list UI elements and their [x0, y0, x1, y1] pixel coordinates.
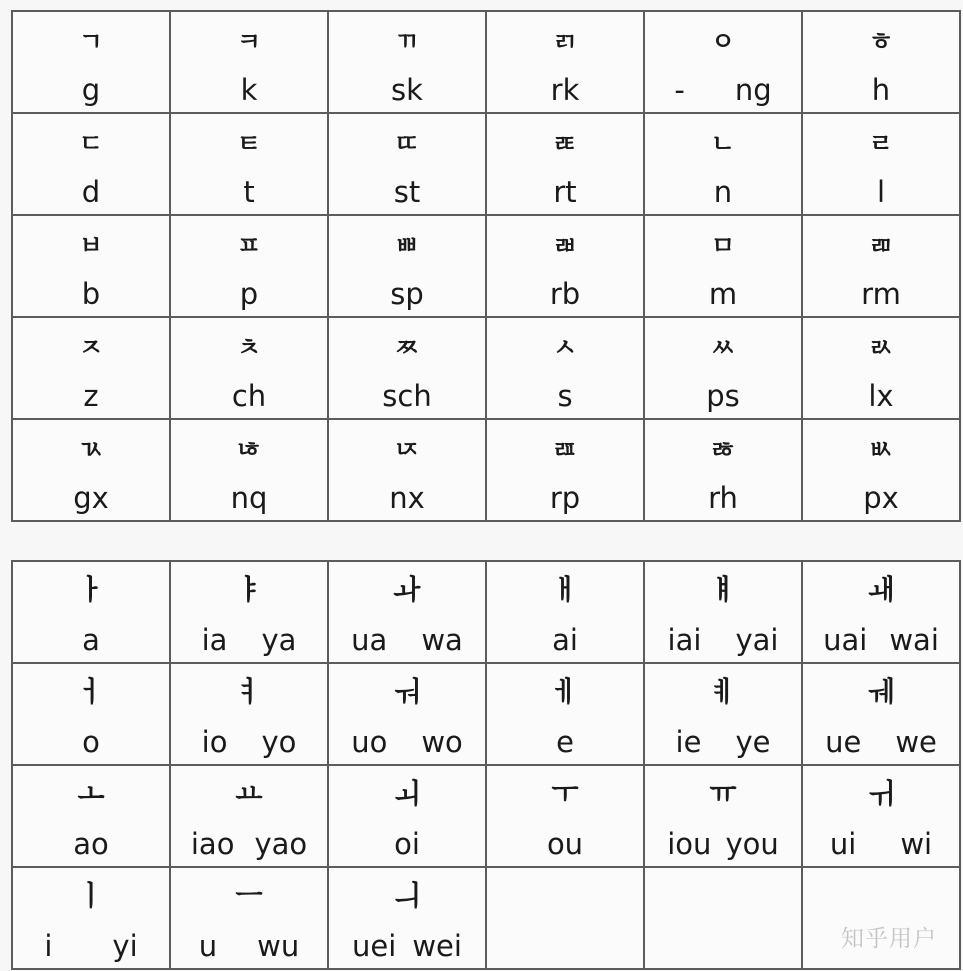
- romanization: [329, 826, 485, 862]
- romanization-primary: gx: [73, 481, 109, 515]
- romanization-primary: uai: [823, 623, 868, 657]
- hangul-letter: ㅏ: [77, 573, 105, 606]
- romanization: [645, 480, 801, 516]
- consonant-cell: [802, 215, 960, 317]
- romanization: [487, 72, 643, 108]
- romanization-primary: -: [674, 73, 685, 107]
- vowel-cell: [170, 663, 328, 765]
- consonant-cell: [644, 215, 802, 317]
- hangul-letter: ㄿ: [552, 435, 578, 464]
- hangul-letter: ㅕ: [235, 675, 263, 708]
- romanization-alternate: wi: [900, 827, 933, 861]
- hangul-letter: ㄲ: [394, 27, 420, 56]
- romanization: [803, 72, 959, 108]
- romanization-primary: ia: [201, 623, 228, 657]
- romanization-alternate: ng: [734, 73, 772, 107]
- table-row: [12, 765, 960, 867]
- romanization: [329, 378, 485, 414]
- romanization: [13, 378, 169, 414]
- hangul-letter: ㅆ: [710, 333, 736, 362]
- consonant-cell: [644, 419, 802, 521]
- romanization: [487, 378, 643, 414]
- consonant-cell: [802, 317, 960, 419]
- vowel-cell: [328, 663, 486, 765]
- hangul-letter: ㅉ: [394, 333, 420, 362]
- romanization-primary: ou: [546, 827, 584, 861]
- romanization-primary: ch: [231, 379, 267, 413]
- vowel-cell: [486, 561, 644, 663]
- romanization: [645, 276, 801, 312]
- hangul-letter: ㄶ: [236, 435, 262, 464]
- romanization: [803, 622, 959, 658]
- romanization: [329, 928, 485, 964]
- hangul-letter: ㄷ: [78, 129, 104, 158]
- romanization-primary: z: [83, 379, 99, 413]
- hangul-letter: ㅔ: [551, 675, 579, 708]
- hangul-letter: ㅊ: [236, 333, 262, 362]
- consonant-cell: [12, 317, 170, 419]
- romanization-primary: rp: [549, 481, 581, 515]
- vowel-cell: [170, 561, 328, 663]
- hangul-letter: ㄾ: [552, 129, 578, 158]
- romanization-alternate: yo: [261, 725, 297, 759]
- romanization: [13, 928, 169, 964]
- table-row: [12, 113, 960, 215]
- romanization-primary: i: [44, 929, 53, 963]
- romanization-primary: e: [556, 725, 574, 759]
- consonant-cell: [486, 317, 644, 419]
- romanization-primary: k: [240, 73, 258, 107]
- romanization: [487, 174, 643, 210]
- vowel-cell: [12, 663, 170, 765]
- hangul-letter: ㅚ: [393, 777, 421, 810]
- watermark: 知乎用户: [841, 926, 937, 952]
- romanization-alternate: ya: [261, 623, 297, 657]
- hangul-letter: ㅃ: [394, 231, 420, 260]
- romanization: [645, 826, 801, 862]
- romanization-primary: t: [243, 175, 255, 209]
- romanization-primary: sp: [390, 277, 424, 311]
- hangul-letter: ㅄ: [868, 435, 894, 464]
- romanization-primary: g: [81, 73, 101, 107]
- vowel-cell: [802, 765, 960, 867]
- romanization: [171, 928, 327, 964]
- romanization-alternate: wu: [257, 929, 300, 963]
- hangul-letter: ㄳ: [78, 435, 104, 464]
- romanization-primary: a: [82, 623, 100, 657]
- hangul-letter: ㅍ: [236, 231, 262, 260]
- romanization: [803, 276, 959, 312]
- romanization-primary: rt: [553, 175, 577, 209]
- consonant-cell: [12, 419, 170, 521]
- romanization: [13, 826, 169, 862]
- hangul-letter: ㅞ: [867, 675, 895, 708]
- consonant-cell: [486, 215, 644, 317]
- romanization: [171, 480, 327, 516]
- hangul-letter: ㅌ: [236, 129, 262, 158]
- hangul-letter: ㅂ: [78, 231, 104, 260]
- romanization: [803, 174, 959, 210]
- consonant-cell: [170, 215, 328, 317]
- romanization-primary: o: [82, 725, 100, 759]
- romanization: [171, 174, 327, 210]
- table-row: [12, 11, 960, 113]
- table-row: [12, 663, 960, 765]
- romanization-primary: ao: [73, 827, 109, 861]
- romanization: [13, 276, 169, 312]
- romanization-primary: lx: [868, 379, 894, 413]
- hangul-letter: ㅝ: [393, 675, 421, 708]
- hangul-letter: ㅐ: [551, 573, 579, 606]
- vowel-cell: [170, 765, 328, 867]
- romanization-primary: st: [393, 175, 421, 209]
- hangul-letter: ㄺ: [552, 27, 578, 56]
- romanization-primary: ue: [825, 725, 862, 759]
- hangul-letter: ㅙ: [867, 573, 895, 606]
- romanization-primary: ps: [706, 379, 740, 413]
- romanization: [171, 826, 327, 862]
- romanization-primary: uei: [352, 929, 397, 963]
- consonant-cell: [486, 419, 644, 521]
- hangul-letter: ㅒ: [709, 573, 737, 606]
- romanization-primary: p: [239, 277, 259, 311]
- romanization: [329, 174, 485, 210]
- hangul-letter: ㄵ: [394, 435, 420, 464]
- consonant-cell: [802, 113, 960, 215]
- romanization-alternate: wa: [421, 623, 463, 657]
- romanization: [645, 622, 801, 658]
- table-row: [12, 317, 960, 419]
- romanization-alternate: wei: [412, 929, 462, 963]
- romanization: [645, 174, 801, 210]
- romanization: [645, 378, 801, 414]
- romanization-primary: h: [871, 73, 891, 107]
- romanization: [329, 724, 485, 760]
- romanization: [487, 826, 643, 862]
- romanization: [171, 622, 327, 658]
- romanization: [171, 378, 327, 414]
- vowel-cell: [644, 561, 802, 663]
- table-row: [12, 419, 960, 521]
- romanization: [487, 724, 643, 760]
- hangul-letter: ㅘ: [393, 573, 421, 606]
- romanization: [329, 72, 485, 108]
- romanization-primary: px: [863, 481, 899, 515]
- romanization: [803, 724, 959, 760]
- romanization-primary: rm: [861, 277, 901, 311]
- hangul-letter: ㄻ: [868, 231, 894, 260]
- romanization-primary: u: [198, 929, 218, 963]
- hangul-letter: ㅡ: [235, 879, 263, 912]
- vowel-cell-empty: [802, 867, 960, 969]
- vowel-cell: [12, 867, 170, 969]
- romanization-alternate: wo: [421, 725, 463, 759]
- consonant-cell: [328, 419, 486, 521]
- romanization-primary: ie: [675, 725, 702, 759]
- romanization-alternate: yai: [735, 623, 779, 657]
- hangul-letter: ㅖ: [709, 675, 737, 708]
- vowel-cell: [12, 765, 170, 867]
- romanization-alternate: ye: [735, 725, 771, 759]
- hangul-letter: ㅗ: [77, 777, 105, 810]
- vowel-cell: [486, 765, 644, 867]
- hangul-letter: ㄴ: [710, 129, 736, 158]
- romanization: [803, 480, 959, 516]
- consonant-cell: [12, 11, 170, 113]
- consonant-cell: [486, 113, 644, 215]
- vowel-cell: [328, 765, 486, 867]
- vowel-cell: [486, 663, 644, 765]
- romanization-primary: iao: [190, 827, 235, 861]
- hangul-letter: ㅅ: [552, 333, 578, 362]
- hangul-letter: ㄽ: [868, 333, 894, 362]
- romanization: [329, 276, 485, 312]
- romanization-primary: m: [708, 277, 738, 311]
- consonant-cell: [644, 113, 802, 215]
- hangul-letter: ㅛ: [235, 777, 263, 810]
- consonant-cell: [170, 11, 328, 113]
- romanization-alternate: yi: [112, 929, 138, 963]
- consonant-cell: [170, 419, 328, 521]
- romanization: [13, 724, 169, 760]
- table-row: [12, 561, 960, 663]
- romanization: [645, 72, 801, 108]
- romanization: [171, 724, 327, 760]
- romanization-primary: io: [201, 725, 228, 759]
- hangul-letter: ㅣ: [77, 879, 105, 912]
- hangul-letter: ㅋ: [236, 27, 262, 56]
- hangul-letter: ㄼ: [552, 231, 578, 260]
- consonant-cell: [328, 317, 486, 419]
- vowel-cell: [12, 561, 170, 663]
- romanization-primary: sk: [391, 73, 423, 107]
- consonant-cell: [644, 11, 802, 113]
- romanization-primary: n: [713, 175, 733, 209]
- romanization-primary: d: [81, 175, 101, 209]
- romanization-primary: ai: [552, 623, 578, 657]
- romanization-primary: rk: [550, 73, 580, 107]
- romanization-primary: sch: [382, 379, 432, 413]
- romanization-primary: iou: [667, 827, 712, 861]
- romanization-primary: iai: [667, 623, 702, 657]
- romanization-primary: rh: [708, 481, 738, 515]
- romanization: [487, 622, 643, 658]
- table-row: [12, 215, 960, 317]
- romanization-primary: ua: [351, 623, 388, 657]
- hangul-letter: ㅇ: [710, 27, 736, 56]
- vowel-cell-empty: [644, 867, 802, 969]
- romanization: [803, 826, 959, 862]
- romanization: [329, 622, 485, 658]
- hangul-letter: ㄹ: [868, 129, 894, 158]
- hangul-letter: ㅟ: [867, 777, 895, 810]
- hangul-letter: ㅈ: [78, 333, 104, 362]
- hangul-letter: ㅑ: [235, 573, 263, 606]
- romanization: [13, 480, 169, 516]
- romanization-alternate: wai: [889, 623, 939, 657]
- romanization-primary: uo: [351, 725, 388, 759]
- hangul-letter: ㅎ: [868, 27, 894, 56]
- romanization-primary: s: [557, 379, 573, 413]
- consonant-cell: [170, 113, 328, 215]
- romanization: [645, 724, 801, 760]
- consonant-cell: [802, 419, 960, 521]
- consonant-table: [11, 10, 961, 522]
- romanization: [171, 72, 327, 108]
- hangul-letter: ㅠ: [709, 777, 737, 810]
- hangul-letter: ㄸ: [394, 129, 420, 158]
- hangul-letter: ㅓ: [77, 675, 105, 708]
- vowel-cell: [802, 663, 960, 765]
- consonant-cell: [170, 317, 328, 419]
- romanization-primary: l: [876, 175, 886, 209]
- romanization: [803, 378, 959, 414]
- romanization: [171, 276, 327, 312]
- hangul-letter: ㅀ: [710, 435, 736, 464]
- romanization: [13, 174, 169, 210]
- romanization-primary: b: [81, 277, 101, 311]
- romanization-alternate: we: [895, 725, 937, 759]
- romanization-primary: nq: [230, 481, 268, 515]
- hangul-letter: ㅁ: [710, 231, 736, 260]
- romanization: [487, 276, 643, 312]
- vowel-cell: [328, 561, 486, 663]
- romanization: [329, 480, 485, 516]
- consonant-cell: [328, 113, 486, 215]
- romanization-primary: ui: [829, 827, 857, 861]
- romanization-alternate: yao: [254, 827, 308, 861]
- vowel-cell: [644, 765, 802, 867]
- consonant-cell: [12, 113, 170, 215]
- romanization-primary: nx: [389, 481, 425, 515]
- romanization-primary: oi: [394, 827, 420, 861]
- vowel-cell: [328, 867, 486, 969]
- consonant-cell: [328, 215, 486, 317]
- consonant-cell: [802, 11, 960, 113]
- consonant-cell: [12, 215, 170, 317]
- romanization-alternate: you: [725, 827, 779, 861]
- romanization: [13, 72, 169, 108]
- hangul-letter: ㄱ: [78, 27, 104, 56]
- vowel-cell-empty: [486, 867, 644, 969]
- hangul-letter: ㅜ: [551, 777, 579, 810]
- romanization: [487, 480, 643, 516]
- consonant-cell: [328, 11, 486, 113]
- romanization: [13, 622, 169, 658]
- consonant-cell: [644, 317, 802, 419]
- hangul-letter: ㅢ: [393, 879, 421, 912]
- vowel-cell: [170, 867, 328, 969]
- consonant-cell: [486, 11, 644, 113]
- romanization-primary: rb: [549, 277, 581, 311]
- table-row: [12, 867, 960, 969]
- vowel-table: [11, 560, 961, 970]
- vowel-cell: [644, 663, 802, 765]
- vowel-cell: [802, 561, 960, 663]
